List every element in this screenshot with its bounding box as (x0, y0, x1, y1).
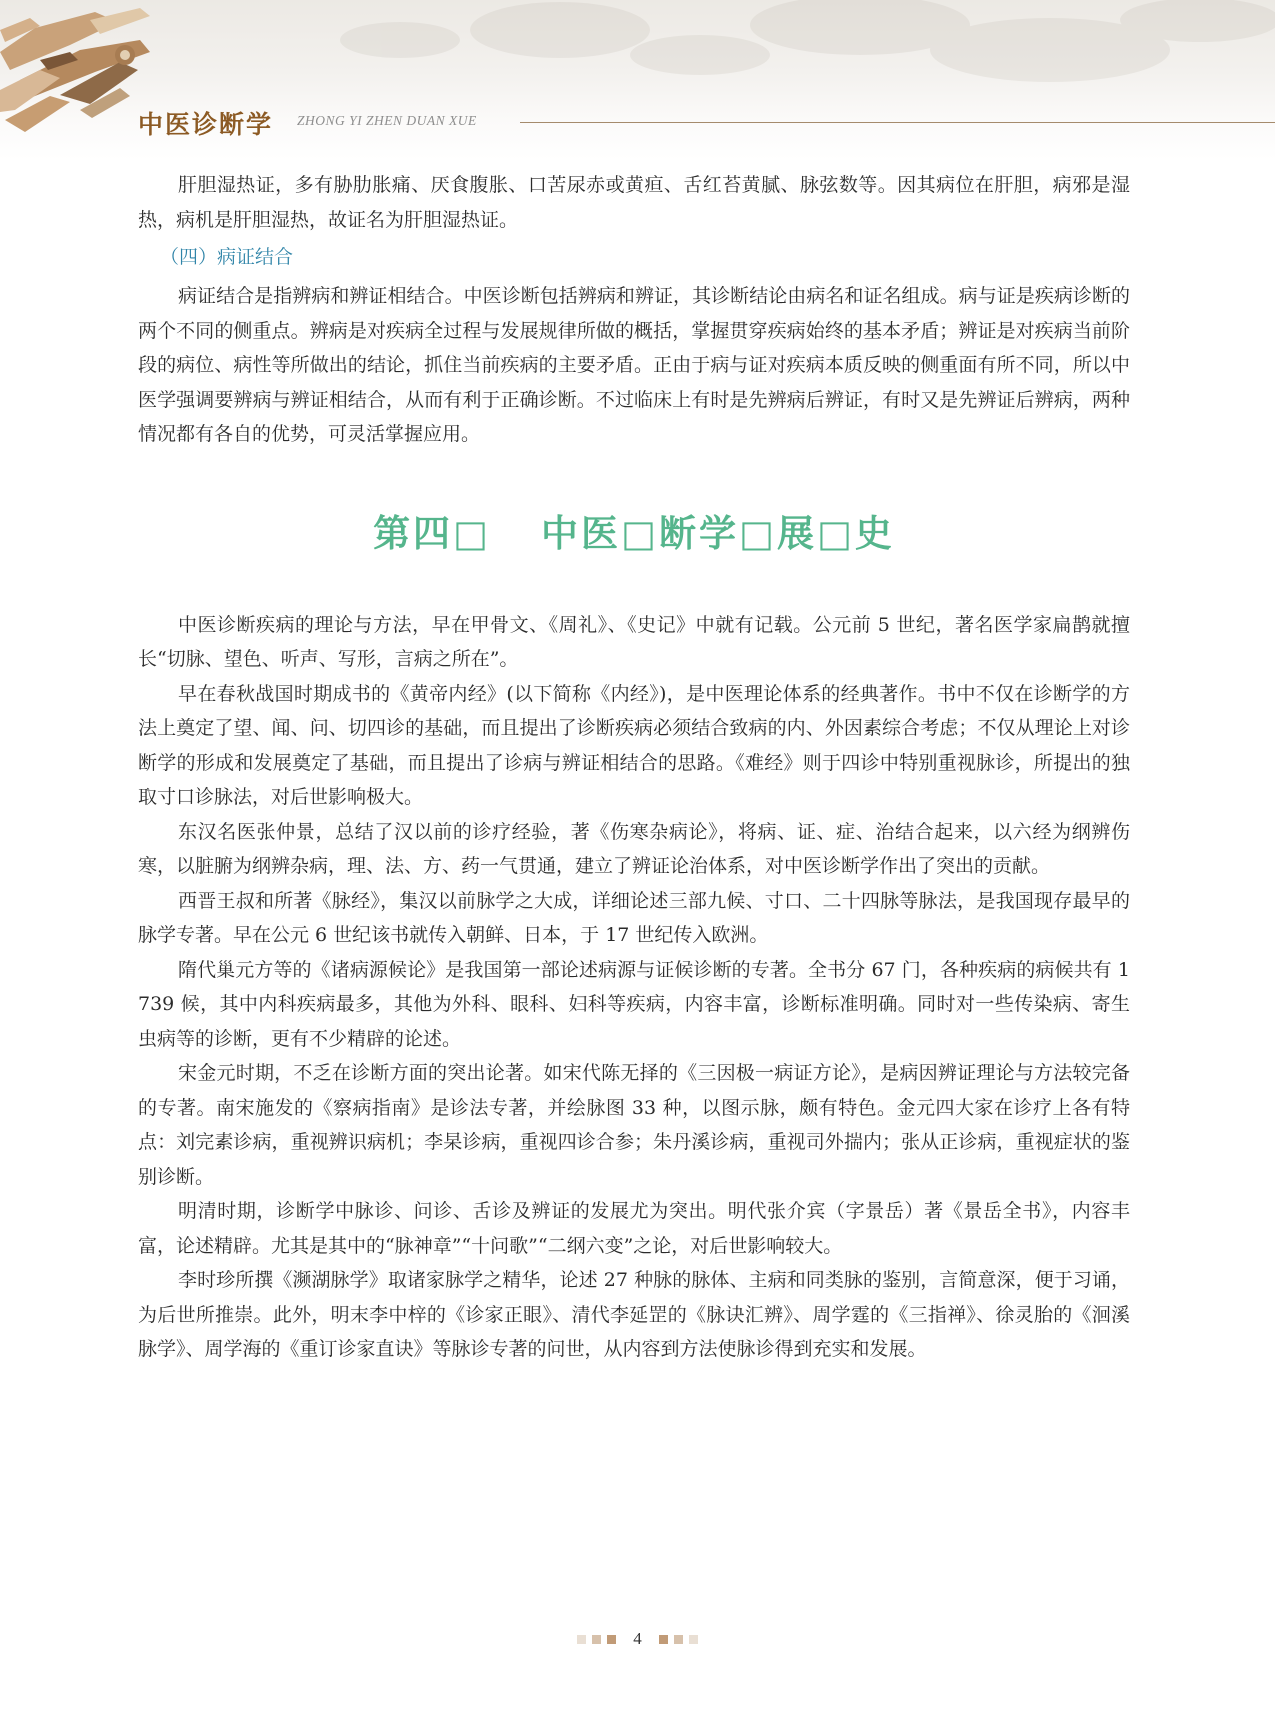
subsection-heading: （四）病证结合 (160, 246, 294, 268)
paragraph: 早在春秋战国时期成书的《黄帝内经》(以下简称《内经》)，是中医理论体系的经典著作。书中不仅在诊断学的方法上奠定了望、闻、问、切四诊的基础，而且提出了诊断疾病必须结合致病的内、外因素综合考虑；不仅从理论上对诊断学的形成和发展奠定了基础，而且提出了诊病与辨证相结合的思路。《难经》则于四诊中特别重视脉诊，所提出的独取寸口诊脉法，对后世影响极大。 (138, 682, 1130, 808)
paragraph: 李时珍所撰《濒湖脉学》取诸家脉学之精华，论述 27 种脉的脉体、主病和同类脉的鉴别，言简意深，便于习诵，为后世所推崇。此外，明末李中梓的《诊家正眼》、清代李延罡的《脉诀汇辨》、周学霆的《三指禅》、徐灵胎的《洄溪脉学》、周学海的《重订诊家直诀》等脉诊专著的问世，从内容到方法使脉诊得到充实和发展。 (138, 1269, 1130, 1360)
footer-dot-icon (689, 1635, 698, 1644)
book-title: 中医诊断学 (138, 110, 274, 139)
section-name: 中医□断学□展□史 (541, 511, 895, 555)
section-title (138, 512, 1130, 556)
intro-paragraph: 肝胆湿热证，多有胁肋胀痛、厌食腹胀、口苦尿赤或黄疸、舌红苔黄腻、脉弦数等。因其病位在肝胆，病邪是湿热，病机是肝胆湿热，故证名为肝胆湿热证。 (138, 174, 1130, 231)
paragraph: 明清时期，诊断学中脉诊、问诊、舌诊及辨证的发展尤为突出。明代张介宾（字景岳）著《景岳全书》，内容丰富，论述精辟。尤其是其中的“脉神章”“十问歌”“二纲六变”之论，对后世影响较大。 (138, 1200, 1130, 1257)
footer-dot-icon (674, 1635, 683, 1644)
paragraph: 隋代巢元方等的《诸病源候论》是我国第一部论述病源与证候诊断的专著。全书分 67 门，各种疾病的病候共有 1 739 候，其中内科疾病最多，其他为外科、眼科、妇科等疾病，内容丰富，诊断标准明确。同时对一些传染病、寄生虫病等的诊断，更有不少精辟的论述。 (138, 958, 1130, 1050)
paragraph: 西晋王叔和所著《脉经》，集汉以前脉学之大成，详细论述三部九候、寸口、二十四脉等脉法，是我国现存最早的脉学专著。早在公元 6 世纪该书就传入朝鲜、日本，于 17 世纪传入欧洲。 (138, 889, 1130, 946)
footer-dot-icon (577, 1635, 586, 1644)
footer-dot-icon (607, 1635, 616, 1644)
footer-dot-icon (659, 1635, 668, 1644)
page-footer (0, 1628, 1275, 1649)
subsection-paragraph: 病证结合是指辨病和辨证相结合。中医诊断包括辨病和辨证，其诊断结论由病名和证名组成。病与证是疾病诊断的两个不同的侧重点。辨病是对疾病全过程与发展规律所做的概括，掌握贯穿疾病始终的基本矛盾；辨证是对疾病当前阶段的病位、病性等所做出的结论，抓住当前疾病的主要矛盾。正由于病与证对疾病本质反映的侧重面有所不同，所以中医学强调要辨病与辨证相结合，从而有利于正确诊断。不过临床上有时是先辨病后辨证，有时又是先辨证后辨病，两种情况都有各自的优势，可灵活掌握应用。 (138, 285, 1130, 445)
paragraph: 中医诊断疾病的理论与方法，早在甲骨文、《周礼》、《史记》中就有记载。公元前 5 世纪，著名医学家扁鹊就擅长“切脉、望色、听声、写形，言病之所在”。 (138, 613, 1130, 670)
section-body (138, 608, 1130, 1367)
page-number: 4 (633, 1629, 642, 1649)
section-number: 第四□ (373, 511, 492, 555)
book-title-pinyin: ZHONG YI ZHEN DUAN XUE (297, 113, 477, 128)
paragraph: 东汉名医张仲景，总结了汉以前的诊疗经验，著《伤寒杂病论》，将病、证、症、治结合起来，以六经为纲辨伤寒，以脏腑为纲辨杂病，理、法、方、药一气贯通，建立了辨证论治体系，对中医诊断学作出了突出的贡献。 (138, 820, 1130, 877)
page-header (0, 0, 1275, 160)
footer-dot-icon (592, 1635, 601, 1644)
page-body (138, 168, 1130, 1367)
paragraph: 宋金元时期，不乏在诊断方面的突出论著。如宋代陈无择的《三因极一病证方论》，是病因辨证理论与方法较完备的专著。南宋施发的《察病指南》是诊法专著，并绘脉图 33 种，以图示脉，颇有特色。金元四大家在诊疗上各有特点：刘完素诊病，重视辨识病机；李杲诊病，重视四诊合参；朱丹溪诊病，重视司外揣内；张从正诊病，重视症状的鉴别诊断。 (138, 1062, 1130, 1188)
header-rule (520, 122, 1275, 123)
